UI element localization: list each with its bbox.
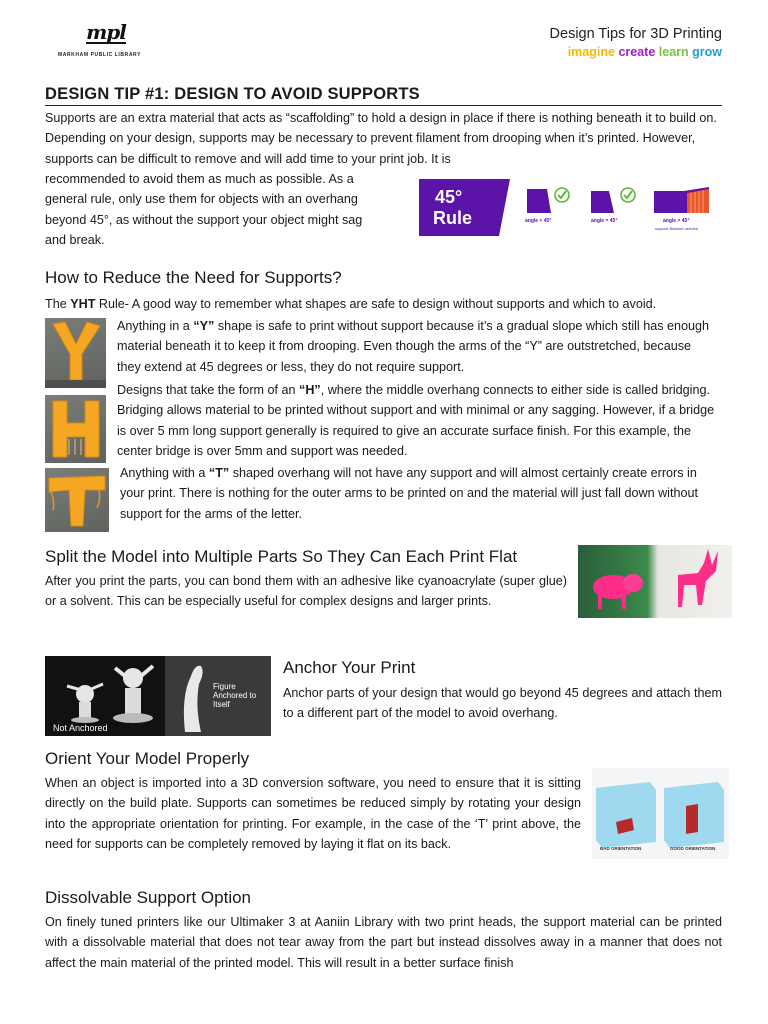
support-filament-fill xyxy=(687,189,709,213)
anchor-photo xyxy=(45,656,271,736)
split-model-illustration xyxy=(578,545,732,618)
t-bold: “T” xyxy=(208,466,230,480)
tagline-word-imagine: imagine xyxy=(567,45,615,59)
orient-body: When an object is imported into a 3D conversion software, you need to ensure that it is sitting directly on the build plate. Supports can sometimes be reduced simply by rotating your design into the appropriate orientation for printing. For example, in the case of the ‘T’ print above, the need for supports can be completely removed by laying it flat on its back. xyxy=(45,776,581,851)
tagline xyxy=(550,45,722,59)
h-shape-illustration xyxy=(45,395,106,463)
t-print-photo xyxy=(45,468,109,532)
y-shape-illustration xyxy=(45,318,106,388)
logo-subtitle: MARKHAM PUBLIC LIBRARY xyxy=(58,52,142,58)
anchor-label-not: Not Anchored xyxy=(53,723,108,733)
angle-label-2: angle = 45° xyxy=(591,218,618,224)
rule-badge-line1: 45° xyxy=(435,187,463,207)
yht-bold: YHT xyxy=(70,297,96,311)
tagline-word-create: create xyxy=(618,45,656,59)
y-shape-text: Anything in a “Y” shape is safe to print without support because it’s a gradual slope which still has enough material beneath it to keep it from drooping. Even though the arms of the “Y” are outstretched, because they extend at 45 degrees or less, they do not require support. xyxy=(117,319,710,374)
intro-line: recommended to avoid them as much as possible. As a xyxy=(45,172,354,186)
angle-shape-equal xyxy=(591,191,614,213)
t-shape-illustration xyxy=(45,468,109,532)
document-header xyxy=(550,26,722,59)
tip-heading: DESIGN TIP #1: DESIGN TO AVOID SUPPORTS xyxy=(45,84,722,106)
angle-label-3: angle > 45° xyxy=(663,218,690,224)
rule-badge-line2: Rule xyxy=(433,208,473,228)
tip-intro-continued xyxy=(45,169,415,250)
tip-intro-paragraph: Supports are an extra material that acts as “scaffolding” to hold a design in place if there is nothing beneath it to build on. Depending on your design, supports may be necessary to prevent filament from drooping when it’s printed. However, supports can be difficult to remove and will add time to your print job. It is xyxy=(45,111,717,166)
intro-line: and break. xyxy=(45,232,105,247)
intro-line: beyond 45°, as without the support your object might sag xyxy=(45,212,363,227)
intro-line: general rule, only use them for objects with an overhang xyxy=(45,192,358,207)
rule-45-graphic xyxy=(419,179,721,236)
t-shape-text: Anything with a “T” shaped overhang will not have any support and will almost certainly create errors in your print. There is nothing for the outer arms to be printed on and the material will just fall down without support for the arms of the letter. xyxy=(120,466,698,521)
dissolve-body: On finely tuned printers like our Ultimaker 3 at Aaniin Library with two print heads, the support material can be printed with a dissolvable material that does not tear away from the part but instead dissolves away in a manner that does not affect the main material of the printed model. This will result in a better surface finish xyxy=(45,915,722,970)
dissolve-heading: Dissolvable Support Option xyxy=(45,888,252,907)
rule-45-diagram xyxy=(419,179,721,236)
h-shape-text: Designs that take the form of an “H”, where the middle overhang connects to either side is called bridging. Bridging allows material to be printed without support and with minimal or any sagging. However, if a bridge is over 5 mm long support generally is required to give an accurate surface finish. For this example, the center bridge is over 5mm and support was needed. xyxy=(117,383,715,458)
tagline-word-learn: learn xyxy=(658,45,689,59)
split-heading: Split the Model into Multiple Parts So They Can Each Print Flat xyxy=(45,547,518,566)
split-body: After you print the parts, you can bond them with an adhesive like cyanoacrylate (super glue) or a solvent. This can be especially useful for complex designs and larger prints. xyxy=(45,574,567,609)
y-bold: “Y” xyxy=(193,319,215,333)
h-print-photo xyxy=(45,395,106,463)
anchor-label-anchored: Figure Anchored to Itself xyxy=(213,682,257,709)
library-logo xyxy=(58,22,154,58)
orient-heading: Orient Your Model Properly xyxy=(45,749,250,768)
support-note: support filament needed xyxy=(655,226,698,231)
orientation-photo xyxy=(592,768,729,859)
y-print-photo xyxy=(45,318,106,388)
angle-label-1: angle < 45° xyxy=(525,218,552,224)
good-orientation-label: GOOD ORIENTATION xyxy=(670,846,716,851)
angle-shape-small xyxy=(527,189,551,213)
split-model-photo xyxy=(578,545,732,618)
anchor-heading: Anchor Your Print xyxy=(283,658,416,677)
h-bold: “H” xyxy=(299,383,321,397)
bad-orientation-label: BAD ORIENTATION xyxy=(600,846,642,851)
logo-mark: mpl xyxy=(86,20,126,44)
tagline-word-grow: grow xyxy=(692,45,722,59)
yht-rule-text: The YHT Rule- A good way to remember what shapes are safe to design without supports and which to avoid. xyxy=(45,297,657,311)
reduce-heading: How to Reduce the Need for Supports? xyxy=(45,268,342,287)
anchor-body: Anchor parts of your design that would go beyond 45 degrees and attach them to a different part of the model to avoid overhang. xyxy=(283,686,722,721)
document-title: Design Tips for 3D Printing xyxy=(549,26,722,42)
